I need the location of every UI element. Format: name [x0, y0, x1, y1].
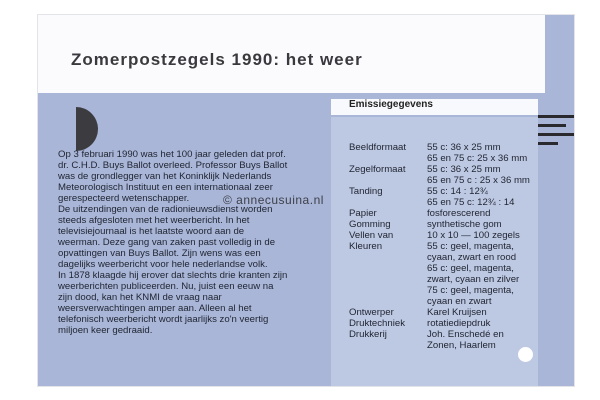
- emissie-row: [349, 318, 545, 329]
- emissie-value: Zonen, Haarlem: [427, 340, 496, 351]
- emissie-row: [349, 175, 545, 186]
- body-line: steeds afgesloten met het weerbericht. In het: [58, 215, 250, 226]
- body-line: dagelijks weerbericht voor hele nederlandse volk.: [58, 259, 268, 270]
- body-line: weerberichten publiceerden. Nu, juist een eeuw na: [58, 281, 274, 292]
- emissie-row: [349, 219, 545, 230]
- emissie-row: [349, 296, 545, 307]
- emissie-value: 55 c: geel, magenta,: [427, 241, 514, 252]
- emissie-value: 55 c: 36 x 25 mm: [427, 142, 501, 153]
- emissie-row: [349, 241, 545, 252]
- info-card: [38, 15, 574, 386]
- emissie-row: [349, 186, 545, 197]
- emissie-label: Tanding: [349, 186, 383, 197]
- body-line: opvattingen van Buys Ballot. Zijn wens was een: [58, 248, 261, 259]
- emissie-value: 65 en 75 c : 25 x 36 mm: [427, 175, 530, 186]
- emissie-row: [349, 153, 545, 164]
- body-line: Op 3 februari 1990 was het 100 jaar geleden dat prof.: [58, 149, 286, 160]
- emissie-label: Kleuren: [349, 241, 383, 252]
- emissie-row: [349, 197, 545, 208]
- decorative-stripes: [538, 115, 574, 145]
- emissie-value: 55 c: 36 x 25 mm: [427, 164, 501, 175]
- emissie-value: cyaan en zwart: [427, 296, 492, 307]
- emissie-value: rotatiediepdruk: [427, 318, 491, 329]
- body-line: miljoen keer gedraaid.: [58, 325, 153, 336]
- emissie-row: [349, 285, 545, 296]
- body-line: telefonisch weerbericht wordt jaarlijks zo'n veertig: [58, 314, 269, 325]
- emissie-row: [349, 274, 545, 285]
- stripe: [538, 115, 574, 118]
- watermark: © annecusuina.nl: [223, 193, 324, 207]
- emissie-row: [349, 329, 545, 340]
- emissie-value: 55 c: 14 : 12¾: [427, 186, 488, 197]
- body-line: zijn dood, kan het KNMI de vraag naar: [58, 292, 222, 303]
- emissie-value: 65 en 75 c: 12¾ : 14: [427, 197, 515, 208]
- emissie-value: 75 c: geel, magenta,: [427, 285, 514, 296]
- emissie-value: 10 x 10 — 100 zegels: [427, 230, 520, 241]
- emissie-value: zwart, cyaan en zilver: [427, 274, 520, 285]
- emissie-row: [349, 307, 545, 318]
- article-text: [58, 149, 323, 336]
- emissie-heading: Emissiegegevens: [349, 99, 433, 110]
- body-line: De uitzendingen van de radionieuwsdienst worden: [58, 204, 273, 215]
- emissie-label: Papier: [349, 208, 377, 219]
- emissie-row: [349, 340, 545, 351]
- emissie-label: Gomming: [349, 219, 391, 230]
- stripe: [538, 124, 566, 127]
- right-edge-strip: [545, 15, 574, 386]
- emissie-label: Zegelformaat: [349, 164, 406, 175]
- emissie-row: [349, 164, 545, 175]
- emissie-value: synthetische gom: [427, 219, 502, 230]
- emissie-value: 65 c: geel, magenta,: [427, 263, 514, 274]
- emissie-label: Ontwerper: [349, 307, 394, 318]
- body-line: gerespecteerd wetenschapper.: [58, 193, 190, 204]
- emissie-value: Joh. Enschedé en: [427, 329, 504, 340]
- emissie-row: [349, 252, 545, 263]
- emissie-label: Vellen van: [349, 230, 394, 241]
- emissie-row: [349, 263, 545, 274]
- stripe: [538, 133, 574, 136]
- emissie-value: 65 en 75 c: 25 x 36 mm: [427, 153, 528, 164]
- body-line: televisiejournaal is het laatste woord aan de: [58, 226, 245, 237]
- emissie-label: Druktechniek: [349, 318, 405, 329]
- emissie-label: Drukkerij: [349, 329, 387, 340]
- body-line: In 1878 klaagde hij erover dat slechts drie kranten zijn: [58, 270, 288, 281]
- body-line: weerman. Deze gang van zaken past volledig in de: [58, 237, 276, 248]
- emissie-label: Beeldformaat: [349, 142, 407, 153]
- emissie-row: [349, 208, 545, 219]
- body-line: Meteorologisch Instituut en een internationaal zeer: [58, 182, 273, 193]
- emissie-value: cyaan, zwart en rood: [427, 252, 517, 263]
- emissie-value: Karel Kruijsen: [427, 307, 487, 318]
- emissie-row: [349, 142, 545, 153]
- body-line: was de grondlegger van het Koninklijk Nederlands: [58, 171, 272, 182]
- page-title: Zomerpostzegels 1990: het weer: [71, 50, 363, 69]
- body-line: dr. C.H.D. Buys Ballot overleed. Professor Buys Ballot: [58, 160, 288, 171]
- emissie-value: fosforescerend: [427, 208, 491, 219]
- emissie-row: [349, 230, 545, 241]
- body-line: weersverwachtingen amper aan. Alleen al het: [58, 303, 252, 314]
